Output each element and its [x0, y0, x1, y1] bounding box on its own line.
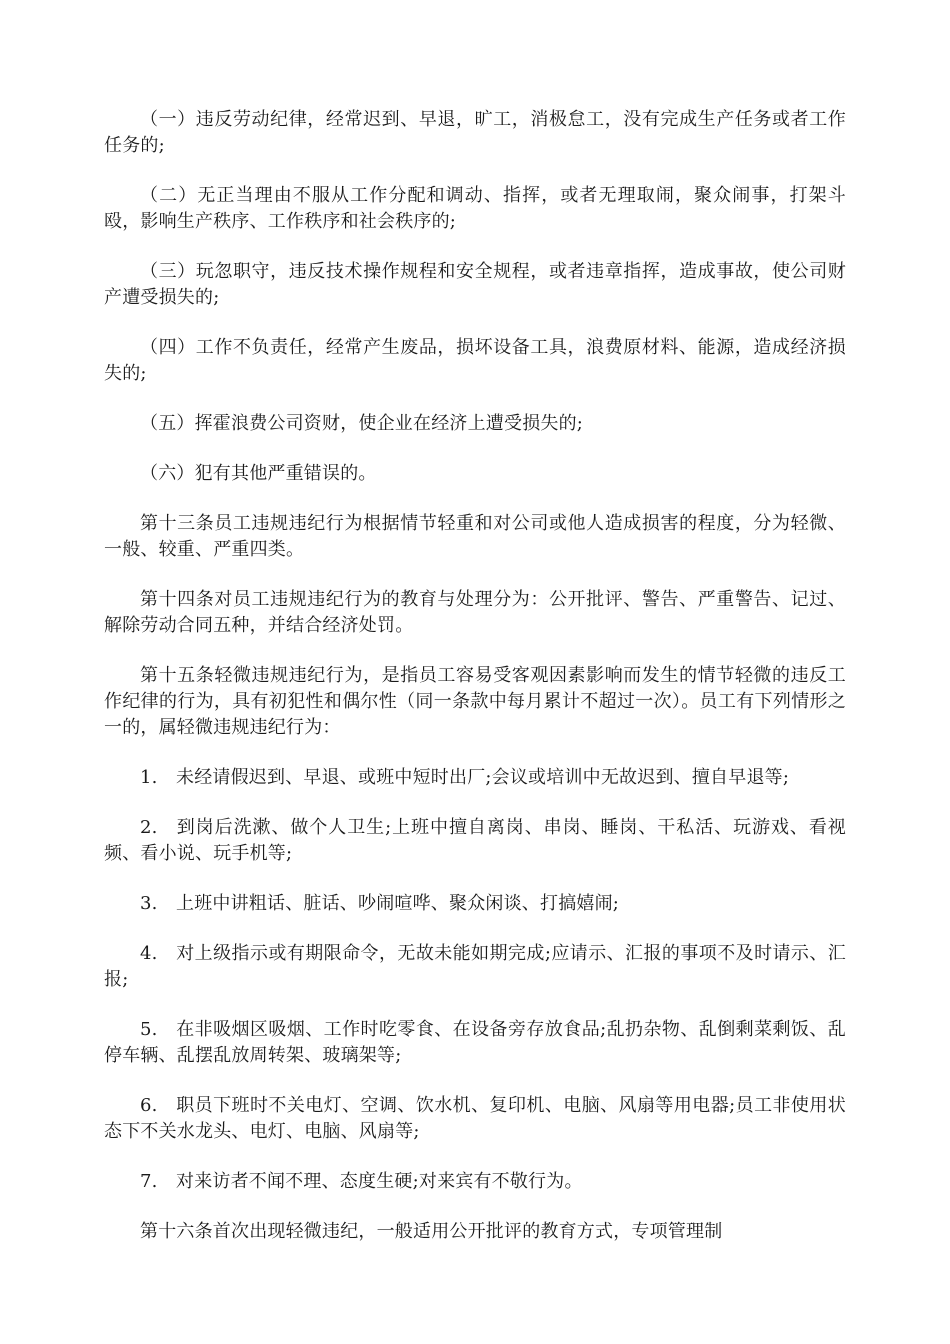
article-15-paragraph: 第十五条轻微违规违纪行为，是指员工容易受客观因素影响而发生的情节轻微的违反工作纪律的行为，具有初犯性和偶尔性（同一条款中每月累计不超过一次）。员工有下列情形之一的，属轻微违规违纪行为：	[104, 665, 846, 738]
numbered-item	[104, 815, 846, 867]
article-14-paragraph: 第十四条对员工违规违纪行为的教育与处理分为：公开批评、警告、严重警告、记过、解除劳动合同五种，并结合经济处罚。	[104, 589, 846, 636]
clause-paragraph: （三）玩忽职守，违反技术操作规程和安全规程，或者违章指挥，造成事故，使公司财产遭受损失的;	[104, 261, 846, 308]
item-text: 未经请假迟到、早退、或班中短时出厂;会议或培训中无故迟到、擅自早退等;	[176, 767, 790, 788]
article-13-paragraph: 第十三条员工违规违纪行为根据情节轻重和对公司或他人造成损害的程度，分为轻微、一般、较重、严重四类。	[104, 513, 846, 560]
item-text: 在非吸烟区吸烟、工作时吃零食、在设备旁存放食品;乱扔杂物、乱倒剩菜剩饭、乱停车辆、乱摆乱放周转架、玻璃架等;	[104, 1019, 846, 1066]
clause-paragraph: （二）无正当理由不服从工作分配和调动、指挥，或者无理取闹，聚众闹事，打架斗殴，影响生产秩序、工作秩序和社会秩序的;	[104, 185, 846, 232]
item-number: 6.	[140, 1095, 158, 1116]
numbered-item	[104, 765, 846, 791]
item-text: 职员下班时不关电灯、空调、饮水机、复印机、电脑、风扇等用电器;员工非使用状态下不关水龙头、电灯、电脑、风扇等;	[104, 1095, 846, 1142]
article-16-paragraph: 第十六条首次出现轻微违纪，一般适用公开批评的教育方式，专项管理制	[140, 1221, 723, 1242]
item-text: 上班中讲粗话、脏话、吵闹喧哗、聚众闲谈、打搞嬉闹;	[176, 893, 620, 914]
document-body	[104, 107, 846, 1269]
item-text: 到岗后洗漱、做个人卫生;上班中擅自离岗、串岗、睡岗、干私活、玩游戏、看视频、看小说、玩手机等;	[104, 817, 846, 864]
clause-paragraph: （一）违反劳动纪律，经常迟到、早退，旷工，消极怠工，没有完成生产任务或者工作任务的;	[104, 109, 846, 156]
numbered-item	[104, 1169, 846, 1195]
item-number: 3.	[140, 893, 158, 914]
numbered-item	[104, 1093, 846, 1145]
numbered-item	[104, 891, 846, 917]
item-number: 1.	[140, 767, 158, 788]
clause-paragraph: （六）犯有其他严重错误的。	[140, 463, 377, 484]
numbered-item	[104, 941, 846, 993]
item-text: 对来访者不闻不理、态度生硬;对来宾有不敬行为。	[176, 1171, 583, 1192]
item-number: 4.	[140, 943, 158, 964]
clause-paragraph: （四）工作不负责任，经常产生废品，损坏设备工具，浪费原材料、能源，造成经济损失的;	[104, 337, 846, 384]
item-number: 5.	[140, 1019, 158, 1040]
numbered-item	[104, 1017, 846, 1069]
clause-paragraph: （五）挥霍浪费公司资财，使企业在经济上遭受损失的;	[140, 413, 584, 434]
item-number: 2.	[140, 817, 158, 838]
item-number: 7.	[140, 1171, 158, 1192]
item-text: 对上级指示或有期限命令，无故未能如期完成;应请示、汇报的事项不及时请示、汇报;	[104, 943, 846, 990]
